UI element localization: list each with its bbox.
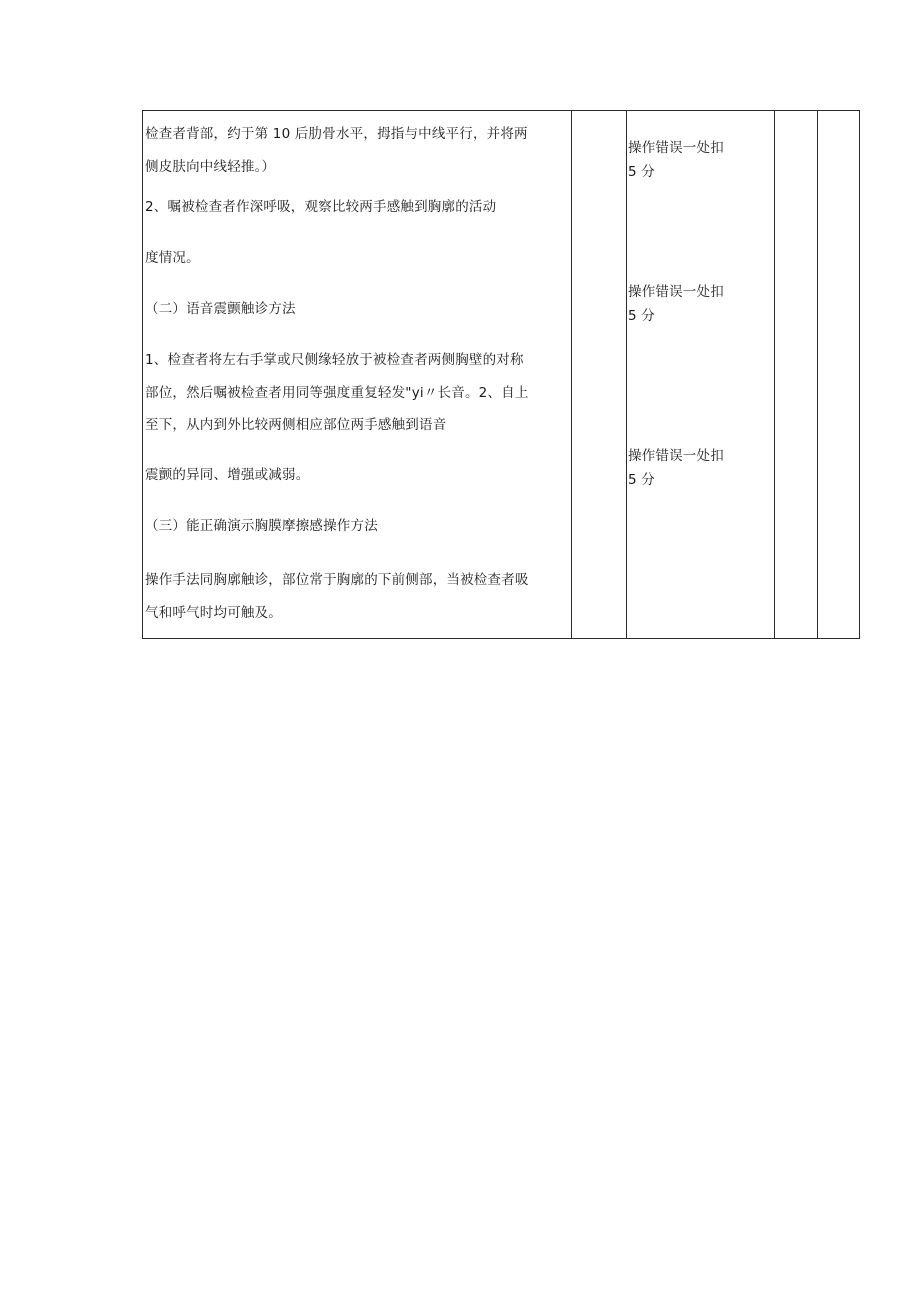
deduction-rule: 操作错误一处扣 [628, 284, 724, 300]
deduction-points: 5 分 [628, 164, 655, 180]
column-divider [817, 111, 818, 638]
content-line: 检查者背部，约于第 10 后肋骨水平，拇指与中线平行，并将两 [145, 126, 528, 142]
content-line: 震颤的异同、增强或减弱。 [145, 467, 310, 483]
content-line: 侧皮肤向中线轻推。） [145, 159, 276, 175]
deduction-cell [626, 111, 774, 638]
content-line: 度情况。 [145, 250, 200, 266]
content-line: 气和呼气时均可触及。 [145, 605, 282, 621]
deduction-rule: 操作错误一处扣 [628, 448, 724, 464]
scoring-table [142, 110, 860, 639]
column-divider [571, 111, 572, 638]
column-divider [774, 111, 775, 638]
deduction-points: 5 分 [628, 472, 655, 488]
content-line: 部位，然后嘱被检查者用同等强度重复轻发"yi〃长音。2、自上 [145, 385, 529, 401]
content-line: 1、检查者将左右手掌或尺侧缘轻放于被检查者两侧胸壁的对称 [145, 352, 524, 368]
procedure-content-cell [143, 111, 571, 638]
section-heading: （三）能正确演示胸膜摩擦感操作方法 [145, 518, 378, 534]
content-line: 操作手法同胸廓触诊，部位常于胸廓的下前侧部，当被检查者吸 [145, 572, 529, 588]
content-line: 2、嘱被检查者作深呼吸，观察比较两手感触到胸廓的活动 [145, 199, 497, 215]
deduction-points: 5 分 [628, 308, 655, 324]
content-line: 至下，从内到外比较两侧相应部位两手感触到语音 [145, 417, 447, 433]
section-heading: （二）语音震颤触诊方法 [145, 301, 296, 317]
deduction-rule: 操作错误一处扣 [628, 140, 724, 156]
